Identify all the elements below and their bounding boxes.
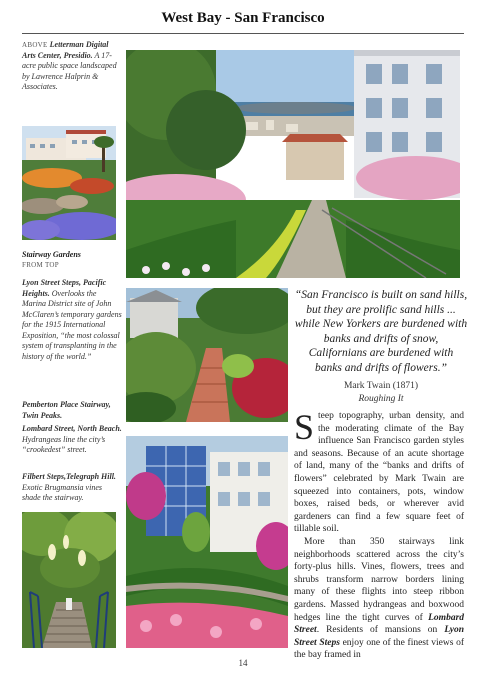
caption-lead: ABOVE <box>22 41 48 49</box>
caption-lyon <box>22 278 122 362</box>
article-p1-text: teep topography, urban density, and the moderating climate of the Bay influence San Francisco garden styles and seasons. Because of an acute shortage of land, many of the “banks and drifts of flowers” celebrated by Mark Twain are squeezed into containers, pots, window boxes, raised beds, or wherever avid gardeners can find a few square feet of tillable soil. <box>294 411 464 535</box>
article-paragraph-1 <box>294 407 464 536</box>
caption-pemberton <box>22 400 122 421</box>
lombard-street-photo <box>126 436 288 648</box>
caption-lombard-title: Lombard Street, North Beach. <box>22 424 122 433</box>
caption-lombard-text: Hydrangeas line the city’s “crookedest” street. <box>22 434 106 454</box>
article-p2-text-e: enjoy one of the finest views of the bay framed in <box>294 637 465 661</box>
caption-lyon-text: Overlooks the Marina District site of John McClaren’s temporary gardens for the 1915 International Exposition, “the most colossal system of transplanting in the history of the world.” <box>22 288 122 361</box>
article-p2-text-a: More than 350 stairways link neighborhoods scattered across the city’s forty-plus hills. Vines, flowers, trees and shrubs transform narrow borders lining many of these flights into steep ribbon gardens. Massed hydrangeas and boxwood hedges line the tight curves of <box>294 536 464 623</box>
caption-lyon-title: Lyon Street Steps, Pacific Heights. <box>22 278 107 298</box>
article-paragraph-2 <box>294 536 464 662</box>
quote-author: Mark Twain (1871) <box>343 381 419 391</box>
pemberton-place-photo <box>126 288 288 422</box>
title-divider <box>22 33 464 34</box>
lombard-street-emphasis: Lombard Street <box>294 612 465 636</box>
twain-quote <box>294 288 468 404</box>
quote-book: Roughing It <box>358 394 404 404</box>
article-p2-text-c: . Residents of mansions on <box>316 625 438 636</box>
article-body <box>294 407 465 662</box>
filbert-steps-photo <box>22 512 116 648</box>
drop-cap: S <box>294 407 315 447</box>
lyon-street-steps-photo <box>126 50 460 278</box>
section-title: Stairway Gardens <box>22 250 81 259</box>
caption-lombard <box>22 424 122 456</box>
page-title: West Bay - San Francisco <box>161 10 325 26</box>
caption-filbert-text: Exotic Brugmansia vines shade the stairway. <box>22 482 102 502</box>
caption-title: Letterman Digital Arts Center, Presidio. <box>22 40 109 60</box>
caption-pemberton-title: Pemberton Place Stairway, Twin Peaks. <box>22 400 111 420</box>
caption-filbert <box>22 472 122 504</box>
lyon-street-steps-emphasis: Lyon Street Steps <box>294 625 465 648</box>
quote-text: “San Francisco is built on sand hills, but they are prolific sand hills ... while New Yorkers are burdened with banks and drifts of snow, Californians are burdened with banks and drifts of flowers.” <box>294 289 468 374</box>
letterman-photo <box>22 126 116 240</box>
caption-above <box>22 40 122 93</box>
stairway-gardens-heading <box>22 250 122 269</box>
caption-text: A 17-acre public space landscaped by Lawrence Halprin & Associates. <box>22 50 117 91</box>
page-number: 14 <box>238 658 248 668</box>
section-subtitle: FROM TOP <box>22 261 59 269</box>
caption-filbert-title: Filbert Steps,Telegraph Hill. <box>22 472 116 481</box>
